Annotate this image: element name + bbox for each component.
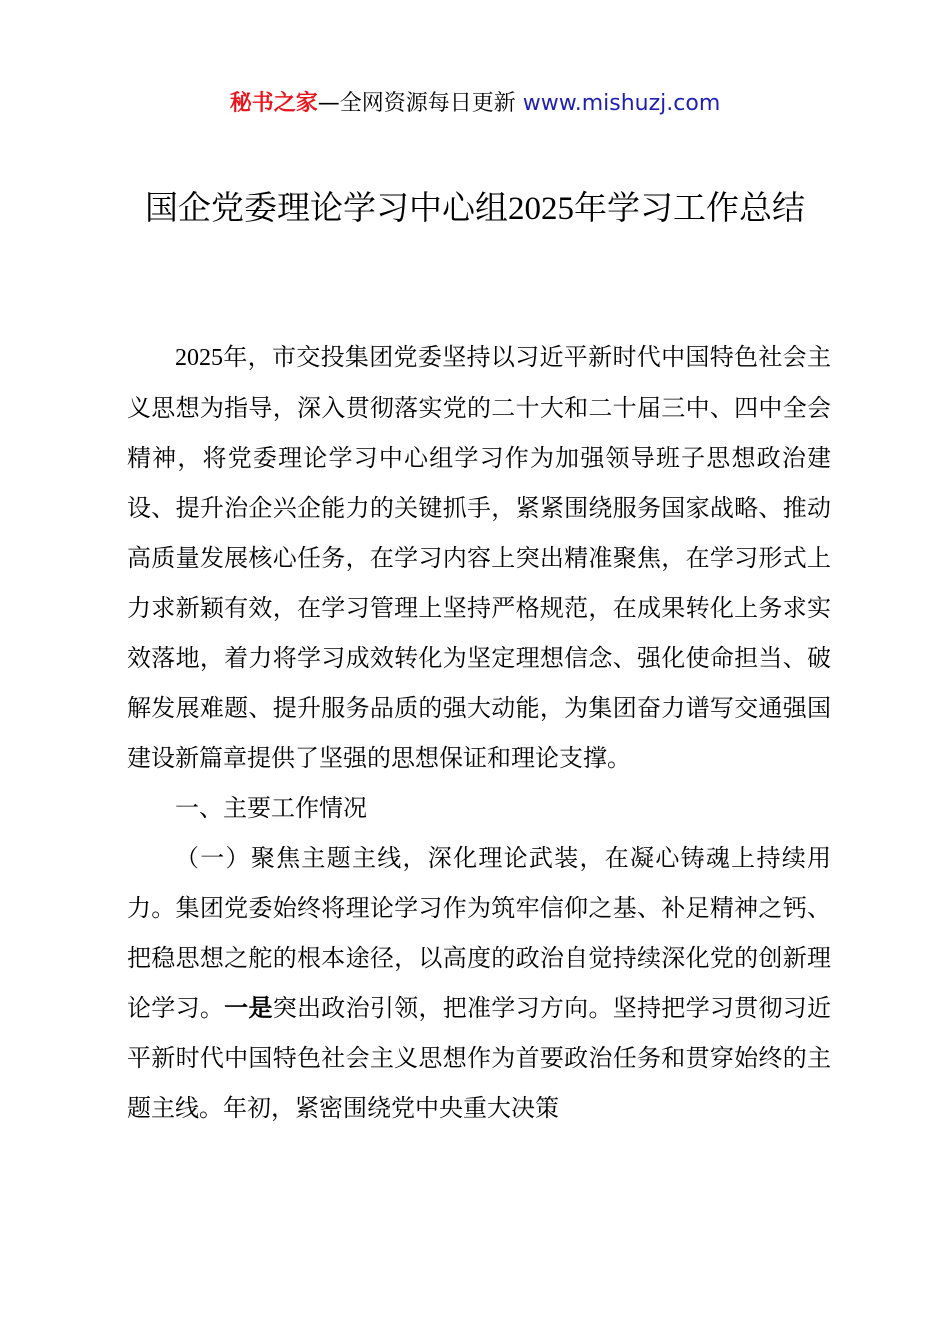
document-title [100,184,850,233]
section-heading: 一、主要工作情况 [175,794,367,822]
document-body [127,332,831,1133]
intro-year: 2025 [175,345,223,371]
intro-text: 年，市交投集团党委坚持以习近平新时代中国特色社会主义思想为指导，深入贯彻落实党的二十大和二十届三中、四中全会精神，将党委理论学习中心组学习作为加强领导班子思想政治建设、提升治企兴企能力的关键抓手，紧紧围绕服务国家战略、推动高质量发展核心任务，在学习内容上突出精准聚焦，在学习形式上力求新颖有效，在学习管理上坚持严格规范，在成果转化上务求实效落地，着力将学习成效转化为坚定理想信念、强化使命担当、破解发展难题、提升服务品质的强大动能，为集团奋力谱写交通强国建设新篇章提供了坚强的思想保证和理论支撑。 [127,343,831,772]
subsection-paragraph [127,833,831,1133]
title-part-1: 国企党委理论学习中心组 [145,188,508,227]
site-brand: 秘书之家 [229,91,318,116]
subsection-text: （一）聚焦主题主线，深化理论武装，在凝心铸魂上持续用力。集团党委始终将理论学习作为筑牢信仰之基、补足精神之钙、把稳思想之舵的根本途径，以高度的政治自觉持续深化党的创新理论学习。 [127,844,831,1022]
intro-paragraph [127,332,831,783]
title-year: 2025 [508,191,574,227]
point-text: 突出政治引领，把准学习方向。坚持把学习贯彻习近平新时代中国特色社会主义思想作为首要政治任务和贯穿始终的主题主线。年初，紧密围绕党中央重大决策 [127,994,832,1122]
site-url-link[interactable]: www.mishuzj.com [522,91,721,116]
title-part-2: 年学习工作总结 [574,188,805,227]
point-label: 一是 [224,994,273,1022]
site-header-banner [0,88,950,120]
site-tagline: —全网资源每日更新 [317,91,523,116]
